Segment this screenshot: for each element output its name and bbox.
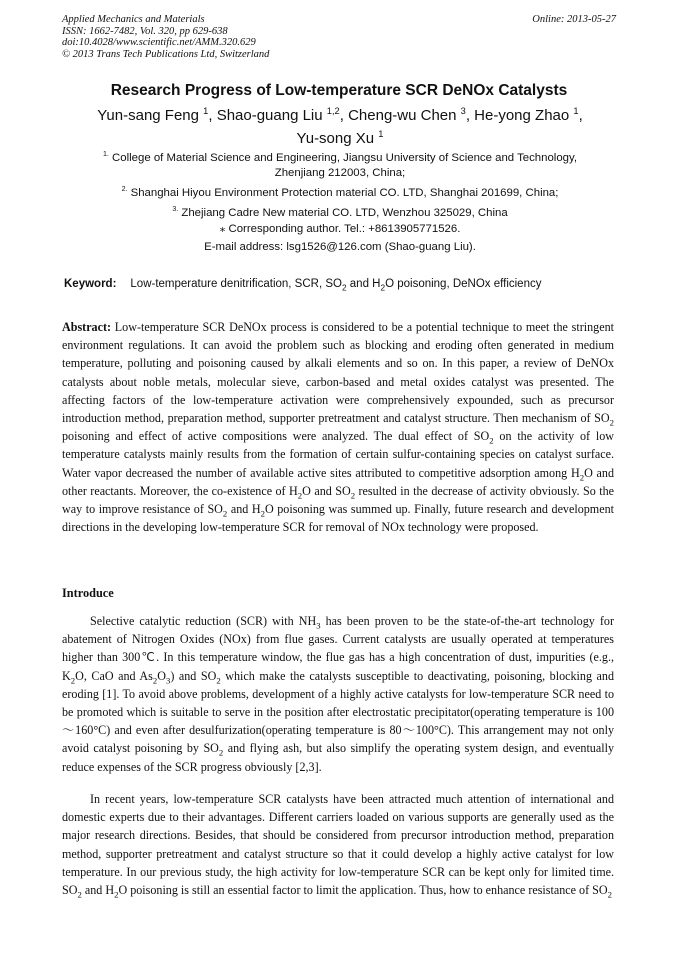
subscript: 2 [260, 508, 265, 519]
journal-name: Applied Mechanics and Materials [62, 14, 205, 25]
affiliation-text: College of Material Science and Engineering, Jiangsu University of Science and Technology, [112, 152, 578, 164]
paper-title: Research Progress of Low-temperature SCR DeNOx Catalysts [110, 82, 568, 99]
author-affil-mark: 1 [573, 106, 579, 116]
affiliation-2 [60, 186, 620, 201]
abstract-text: Low-temperature SCR DeNOx process is considered to be a potential technique to meet the stringent environment regulations. It can avoid the problem such as blocking and eroding often generated in medium temperature, polluting and poisoning caused by alkali elements and so on. In this paper, a review of DeNOx catalysts about noble metals, molecular sieve, carbon-based and metal oxides catalyst was presented. The affecting factors of the low-temperature activation were comprehensively expounded, such as precursor introduction method, preparation method, supporter pretreatment and catalyst structure. Then mechanism of SO [62, 320, 614, 426]
subscript: 2 [607, 889, 612, 900]
author-separator: , [578, 107, 583, 124]
paragraph-text: has been proven to be the state-of-the-art technology for abatement of Nitrogen Oxides (NOx) from flue gases. Current catalysts are usually operated at temperatures higher than 300℃. In this temperature window, the flue gas has a high concentration of dust, impurities (e.g., K [62, 614, 614, 683]
affiliation-number: 2. [121, 186, 128, 194]
subscript: 2 [609, 417, 614, 428]
keyword-label: Keyword: [64, 278, 117, 290]
author-separator: , [208, 107, 217, 124]
subscript: 2 [489, 435, 494, 446]
paragraph-text: and H [81, 883, 115, 898]
email-line: E-mail address: lsg1526@126.com (Shao-guang Liu). [204, 241, 476, 253]
abstract [62, 318, 614, 536]
abstract-text: resulted in the decrease of activity obviously. So the way to improve resistance of SO [62, 483, 615, 517]
journal-header [62, 14, 616, 60]
intro-paragraph-1 [62, 612, 614, 776]
author-name: Cheng-wu Chen [348, 107, 457, 124]
subscript: 2 [341, 283, 347, 293]
abstract-text: and H [227, 502, 261, 517]
affiliation-number: 1. [102, 151, 109, 159]
author-affil-mark: 1 [378, 129, 384, 139]
paragraph-text: O, CaO and As [75, 668, 153, 683]
online-date: Online: 2013-05-27 [532, 14, 616, 25]
abstract-text: O poisoning was summed up. Finally, future research and development directions in the developing low-temperature SCR for removal of NOx technology were proposed. [62, 502, 614, 535]
paragraph-text: ) and SO [170, 668, 217, 683]
subscript: 2 [114, 889, 119, 900]
abstract-text: O and SO [302, 483, 351, 498]
author-name: He-yong Zhao [474, 107, 570, 124]
affiliation-text: Shanghai Hiyou Environment Protection material CO. LTD, Shanghai 201699, China; [130, 187, 559, 199]
abstract-text: poisoning and effect of active compositions were analyzed. The dual effect of SO [62, 429, 490, 444]
author-affil-mark: 1,2 [326, 106, 340, 116]
copyright-line: © 2013 Trans Tech Publications Ltd, Switzerland [62, 48, 270, 60]
paragraph-text: and flying ash, but also simplify the operating system design, and eventually reduce expenses of the SCR progress obviously [2,3]. [62, 741, 614, 774]
paragraph-text: Selective catalytic reduction (SCR) with NH [90, 614, 317, 628]
subscript: 2 [222, 508, 228, 519]
subscript: 2 [380, 283, 386, 293]
subscript: 2 [216, 675, 221, 686]
subscript: 2 [350, 490, 356, 501]
corresponding-author: ⁎ Corresponding author. Tel.: +8613905771526. [219, 223, 461, 235]
author-separator: , [339, 107, 349, 124]
affiliation-1 [60, 151, 620, 181]
keywords [64, 278, 542, 293]
abstract-text: O and other reactants. Moreover, the co-existence of H [62, 465, 615, 498]
abstract-text: on the activity of low temperature catalysts mainly results from the formation of certain sulfur-containing species on catalyst surface. Water vapor decreased the number of available active sites attributed to competitive adsorption among H [62, 429, 614, 480]
subscript: 2 [152, 675, 158, 686]
intro-paragraph-2 [62, 790, 614, 899]
keyword-text: Low-temperature denitrification, SCR, SO [130, 278, 342, 290]
author-separator: , [465, 107, 475, 124]
section-heading-introduce: Introduce [62, 586, 114, 600]
affiliation-3 [60, 206, 620, 221]
author-affil-mark: 3 [460, 106, 466, 116]
subscript: 3 [316, 620, 321, 631]
subscript: 2 [218, 747, 224, 758]
author-name: Yu-song Xu [296, 130, 375, 147]
subscript: 2 [77, 889, 82, 900]
paragraph-text: In recent years, low-temperature SCR catalysts have been attracted much attention of international and domestic experts due to their advantages. Different carriers loaded on various supports are generally used as the major research directions. Besides, that should be considered from precursor introduction method, preparation method, supporter pretreatment and catalyst structure so that it could develop a highly active catalyst for low temperature. In our previous study, the high activity for low-temperature SCR can be kept only for limited time. SO [62, 792, 614, 898]
affiliation-text: Zhenjiang 212003, China; [274, 167, 406, 179]
subscript: 2 [579, 472, 585, 483]
subscript: 2 [297, 490, 303, 501]
abstract-label: Abstract: [62, 320, 112, 334]
affiliation-number: 3. [172, 206, 179, 214]
doi-line: doi:10.4028/www.scientific.net/AMM.320.629 [62, 37, 256, 49]
author-name: Yun-sang Feng [97, 107, 199, 124]
keyword-text: and H [346, 278, 381, 290]
paragraph-text: O [157, 668, 166, 683]
author-list [70, 104, 610, 150]
author-affil-mark: 1 [203, 106, 209, 116]
keyword-text: O poisoning, DeNOx efficiency [385, 278, 542, 290]
author-name: Shao-guang Liu [216, 107, 323, 124]
paragraph-text: which make the catalysts susceptible to deactivating, poisoning, blocking and eroding [1]. To avoid above problems, development of a highly active catalysts for low-temperature SCR need to be promoted which is suitable to serve in the position after electrostatic precipitator(operating temperature is 100～160°C) and even after desulfurization(operating temperature is 80～100°C). This arrangement may not only avoid catalyst poisoning by SO [62, 668, 614, 756]
issn-line: ISSN: 1662-7482, Vol. 320, pp 629-638 [62, 25, 228, 37]
affiliation-text: Zhejiang Cadre New material CO. LTD, Wenzhou 325029, China [181, 207, 508, 219]
subscript: 2 [70, 675, 76, 686]
paragraph-text: O poisoning is still an essential factor to limit the application. Thus, how to enhance resistance of SO [118, 883, 608, 898]
subscript: 3 [165, 675, 171, 686]
